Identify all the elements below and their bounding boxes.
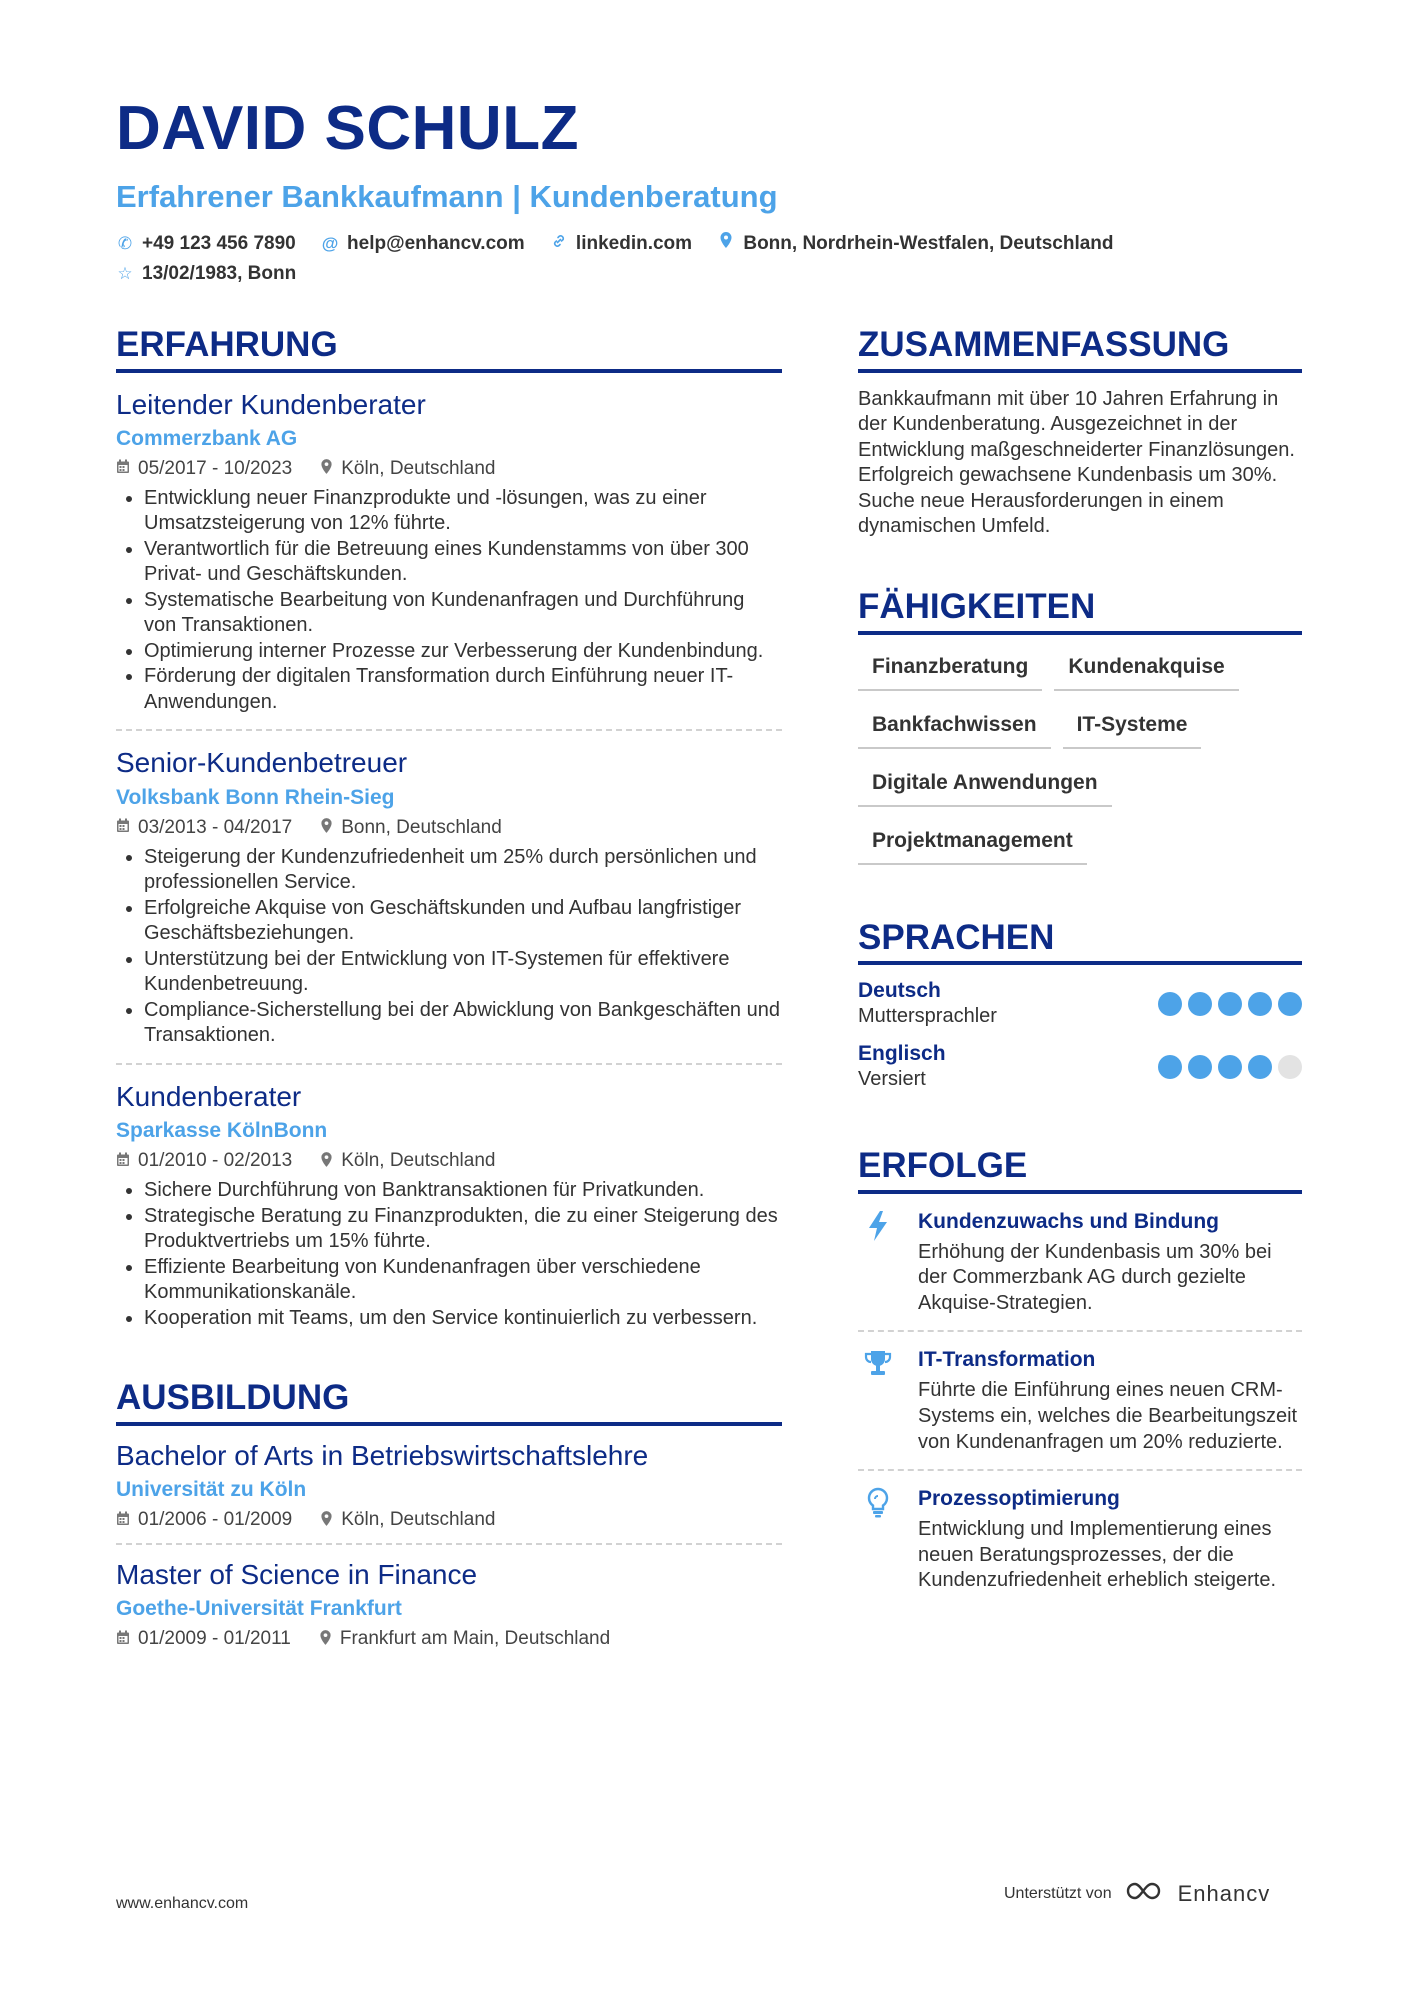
education-list	[116, 1426, 782, 1663]
job-entry	[116, 1065, 782, 1345]
languages-heading: SPRACHEN	[858, 919, 1302, 966]
bullet-item: • Förderung der digitalen Transformation durch Einführung neuer IT-Anwendungen.	[144, 664, 782, 715]
location-text: Köln, Deutschland	[341, 1509, 496, 1531]
language-info	[858, 979, 997, 1028]
brand-text: Enhancv	[1177, 1880, 1271, 1906]
achievement-description: Führte die Einführung eines neuen CRM-Systems ein, welches die Bearbeitungszeit von Kundenanfragen um 20% reduzierte.	[918, 1379, 1298, 1453]
enhancv-logo-icon	[1124, 1880, 1170, 1907]
company-name: Sparkasse KölnBonn	[116, 1119, 328, 1143]
company-name: Commerzbank AG	[116, 426, 298, 450]
bullet-item: • Erfolgreiche Akquise von Geschäftskunden und Aufbau langfristiger Geschäftsbeziehungen.	[144, 896, 782, 947]
linkedin-contact[interactable]	[550, 229, 692, 259]
location-pin-icon	[319, 1629, 332, 1650]
language-level: Versiert	[858, 1068, 926, 1091]
skill-tag: Projektmanagement	[858, 823, 1087, 865]
bullet-item: • Verantwortlich für die Betreuung eines Kundenstamms von über 300 Privat- und Geschäftskunden.	[144, 537, 782, 588]
education-heading: AUSBILDUNG	[116, 1379, 782, 1426]
language-info	[858, 1042, 946, 1091]
date-range: 01/2009 - 01/2011	[138, 1628, 291, 1650]
date-range: 01/2010 - 02/2013	[138, 1150, 293, 1172]
job-title: Senior-Kundenbetreuer	[116, 747, 408, 779]
birth-contact	[116, 259, 296, 289]
company-name: Volksbank Bonn Rhein-Sieg	[116, 785, 395, 809]
bullet-item: • Unterstützung bei der Entwicklung von IT-Systemen für effektivere Kundenbetreuung.	[144, 947, 782, 998]
phone-icon: ✆	[117, 234, 133, 254]
skill-tag: Digitale Anwendungen	[858, 765, 1112, 807]
rating-dot-filled	[1248, 1055, 1272, 1079]
language-name: Deutsch	[858, 979, 941, 1003]
summary-heading: ZUSAMMENFASSUNG	[858, 326, 1302, 373]
location-contact	[717, 229, 1113, 259]
job-title: Leitender Kundenberater	[116, 388, 426, 420]
location-pin-icon	[320, 458, 333, 479]
bullet-item: • Effiziente Bearbeitung von Kundenanfragen über verschiedene Kommunikationskanäle.	[144, 1255, 782, 1306]
bullet-item: • Kooperation mit Teams, um den Service kontinuierlich zu verbessern.	[144, 1306, 782, 1332]
location-pin-icon	[320, 1510, 333, 1531]
email-text[interactable]: help@enhancv.com	[347, 233, 525, 255]
rating-dot-filled	[1188, 992, 1212, 1016]
job-bullets	[116, 845, 782, 1049]
rating-dot-filled	[1248, 992, 1272, 1016]
lightbulb-icon	[858, 1487, 898, 1594]
location	[320, 1150, 495, 1172]
contact-info	[116, 229, 1306, 289]
job-entry	[116, 731, 782, 1064]
skills-list	[858, 649, 1302, 881]
achievement-item	[858, 1194, 1302, 1333]
trophy-icon	[858, 1348, 898, 1455]
footer-website[interactable]: www.enhancv.com	[116, 1895, 249, 1912]
achievement-description: Erhöhung der Kundenbasis um 30% bei der Commerzbank AG durch gezielte Akquise-Strategien.	[918, 1240, 1272, 1314]
location-text: Bonn, Nordrhein-Westfalen, Deutschland	[743, 233, 1114, 255]
location	[320, 1509, 495, 1531]
achievement-title: IT-Transformation	[918, 1348, 1096, 1372]
achievement-title: Prozessoptimierung	[918, 1487, 1120, 1511]
candidate-name: DAVID SCHULZ	[116, 94, 579, 163]
star-icon: ☆	[117, 264, 133, 284]
language-rating	[1158, 1055, 1302, 1079]
bullet-item: • Strategische Beratung zu Finanzprodukten, die zu einer Steigerung des Produktvertriebs um 15% führte.	[144, 1204, 782, 1255]
rating-dot-filled	[1218, 1055, 1242, 1079]
calendar-icon	[116, 459, 130, 478]
birth-text: 13/02/1983, Bonn	[142, 263, 297, 285]
calendar-icon	[116, 1511, 130, 1530]
bullet-item: • Sichere Durchführung von Banktransaktionen für Privatkunden.	[144, 1178, 782, 1204]
rating-dot-filled	[1218, 992, 1242, 1016]
bullet-item: • Steigerung der Kundenzufriedenheit um 25% durch persönlichen und professionellen Service.	[144, 845, 782, 896]
summary-text: Bankkaufmann mit über 10 Jahren Erfahrung in der Kundenberatung. Ausgezeichnet in der Entwicklung maßgeschneiderter Finanzlösungen. Erfolgreich gewachsene Kundenbasis um 30%. Suche neue Herausforderungen in einem dynamischen Umfeld.	[858, 387, 1295, 538]
date-range: 01/2006 - 01/2009	[138, 1509, 293, 1531]
school-name: Universität zu Köln	[116, 1478, 307, 1502]
skill-tag: Finanzberatung	[858, 649, 1042, 691]
lightning-icon	[858, 1210, 898, 1317]
link-icon	[550, 229, 568, 259]
location-text: Frankfurt am Main, Deutschland	[339, 1628, 611, 1650]
footer-branding	[1004, 1880, 1270, 1907]
experience-list	[116, 373, 782, 1346]
rating-dot-filled	[1158, 992, 1182, 1016]
bullet-item: • Optimierung interner Prozesse zur Verbesserung der Kundenbindung.	[144, 639, 782, 665]
job-bullets	[116, 1178, 782, 1331]
rating-dot-filled	[1158, 1055, 1182, 1079]
skill-tag: IT-Systeme	[1063, 707, 1202, 749]
location	[320, 458, 495, 480]
calendar-icon	[116, 1152, 130, 1171]
resume-header	[116, 94, 1306, 289]
bullet-item: • Systematische Bearbeitung von Kundenanfragen und Durchführung von Transaktionen.	[144, 588, 782, 639]
calendar-icon	[116, 1630, 130, 1649]
achievement-title: Kundenzuwachs und Bindung	[918, 1209, 1219, 1233]
location-text: Köln, Deutschland	[341, 1150, 496, 1172]
location	[319, 1628, 610, 1650]
rating-dot-filled	[1278, 992, 1302, 1016]
job-title: Kundenberater	[116, 1080, 302, 1112]
bullet-item: • Entwicklung neuer Finanzprodukte und -lösungen, was zu einer Umsatzsteigerung von 12% führte.	[144, 486, 782, 537]
candidate-subtitle: Erfahrener Bankkaufmann | Kundenberatung	[116, 179, 778, 214]
achievements-list	[858, 1194, 1302, 1608]
date-location-row	[116, 1509, 782, 1531]
email-contact[interactable]	[321, 229, 525, 259]
language-rating	[1158, 992, 1302, 1016]
calendar-icon	[116, 818, 130, 837]
phone-contact	[116, 229, 296, 259]
degree-title: Bachelor of Arts in Betriebswirtschaftslehre	[116, 1439, 649, 1471]
date-location-row	[116, 1150, 782, 1172]
date-range: 05/2017 - 10/2023	[138, 457, 293, 479]
language-level: Muttersprachler	[858, 1005, 997, 1028]
achievement-description: Entwicklung und Implementierung eines neuen Beratungsprozesses, der die Kundenzufriedenheit erheblich steigerte.	[918, 1518, 1277, 1592]
location-pin-icon	[320, 1151, 333, 1172]
location-text: Bonn, Deutschland	[341, 816, 502, 838]
right-column	[858, 326, 1302, 1608]
bullet-item: • Compliance-Sicherstellung bei der Abwicklung von Bankgeschäften und Transaktionen.	[144, 998, 782, 1049]
achievement-item	[858, 1471, 1302, 1608]
left-column	[116, 326, 782, 1662]
location	[320, 817, 502, 839]
location-text: Köln, Deutschland	[341, 457, 496, 479]
education-entry	[116, 1426, 782, 1545]
date-location-row	[116, 458, 782, 480]
phone-text: +49 123 456 7890	[142, 233, 296, 255]
education-entry	[116, 1545, 782, 1662]
language-name: Englisch	[858, 1042, 946, 1066]
location-pin-icon	[320, 817, 333, 838]
school-name: Goethe-Universität Frankfurt	[116, 1597, 402, 1621]
language-item	[858, 979, 1302, 1028]
skill-tag: Bankfachwissen	[858, 707, 1051, 749]
degree-title: Master of Science in Finance	[116, 1559, 478, 1591]
achievements-heading: ERFOLGE	[858, 1147, 1302, 1194]
skill-tag: Kundenakquise	[1054, 649, 1238, 691]
job-entry	[116, 373, 782, 732]
language-item	[858, 1042, 1302, 1091]
powered-by-text: Unterstützt von	[1004, 1884, 1112, 1902]
job-bullets	[116, 486, 782, 716]
achievement-body	[918, 1487, 1302, 1594]
rating-dot-empty	[1278, 1055, 1302, 1079]
date-range: 03/2013 - 04/2017	[138, 816, 293, 838]
date-location-row	[116, 817, 782, 839]
achievement-item	[858, 1332, 1302, 1471]
languages-list	[858, 979, 1302, 1091]
experience-heading: ERFAHRUNG	[116, 326, 782, 373]
skills-heading: FÄHIGKEITEN	[858, 588, 1302, 635]
at-icon: @	[321, 234, 339, 254]
achievement-body	[918, 1348, 1302, 1455]
achievement-body	[918, 1210, 1302, 1317]
location-pin-icon	[717, 229, 735, 259]
linkedin-text[interactable]: linkedin.com	[575, 233, 693, 255]
rating-dot-filled	[1188, 1055, 1212, 1079]
date-location-row	[116, 1628, 782, 1650]
